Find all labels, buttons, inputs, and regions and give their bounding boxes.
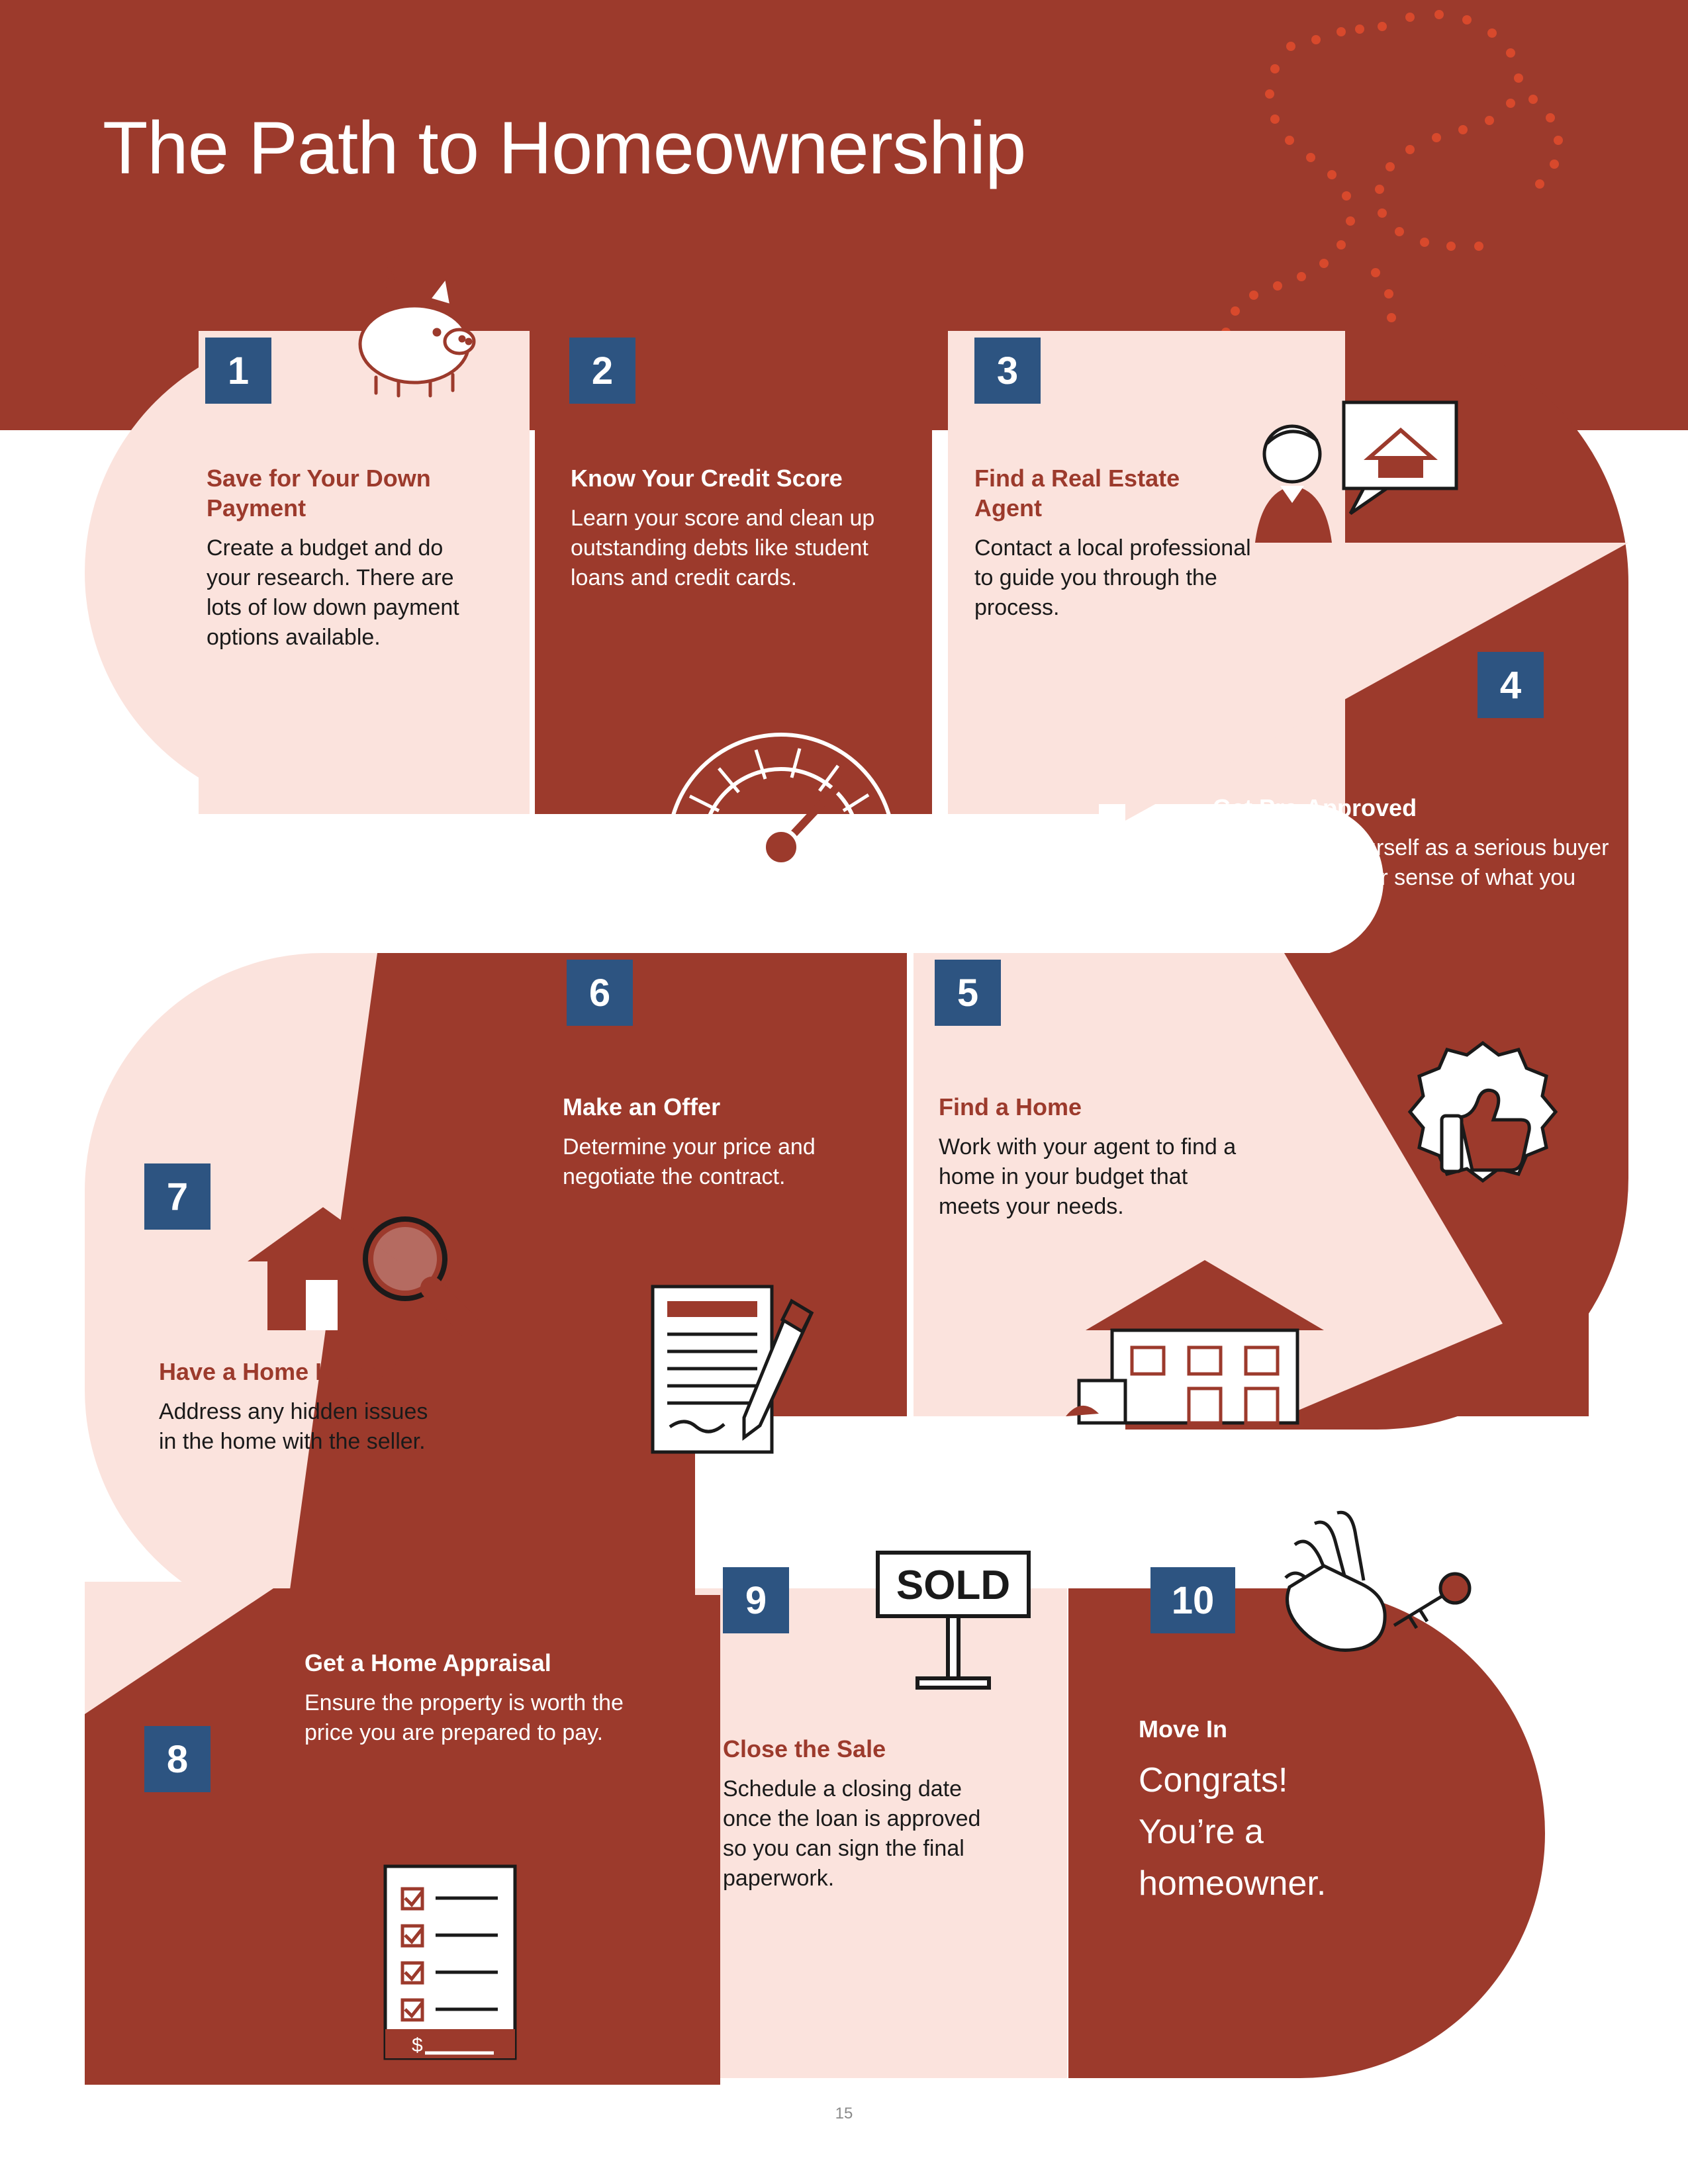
credit-gauge-icon [655,731,907,870]
house-icon [1066,1251,1344,1436]
sold-sign-label: SOLD [896,1563,1011,1608]
step-body-2: Learn your score and clean up outstanding debts like student loans and credit cards. [571,506,875,590]
step-body-5: Work with your agent to find a home in your budget that meets your needs. [939,1134,1237,1219]
step-body-10-line1: Congrats! [1139,1761,1288,1799]
step-text-4 [1213,793,1610,923]
step-text-3 [974,463,1252,623]
step-number-7: 7 [144,1163,211,1230]
step-title-2: Know Your Credit Score [571,465,843,492]
step-number-4: 4 [1477,652,1544,718]
step-text-6 [563,1092,847,1192]
step-number-6: 6 [567,960,633,1026]
step-title-5: Find a Home [939,1093,1082,1120]
step-text-10 [1139,1714,1470,1909]
hand-keys-icon [1278,1509,1489,1688]
appraisal-dollar-label: $ [412,2034,423,2056]
step-title-8: Get a Home Appraisal [305,1649,551,1676]
step-number-2: 2 [569,338,635,404]
page-title: The Path to Homeownership [103,107,1026,189]
step-text-8 [305,1648,635,1748]
agent-icon [1251,397,1463,609]
step-number-8: 8 [144,1726,211,1792]
thumbs-up-icon [1397,1039,1569,1211]
house-magnifier-icon [245,1198,496,1363]
piggy-bank-icon [330,251,502,404]
step-body-4: Differentiate yourself as a serious buyer and have a better sense of what you can afford. [1213,835,1609,920]
step-title-7: Have a Home Inspection [159,1358,435,1385]
page-number: 15 [835,2105,853,2122]
step-body-8: Ensure the property is worth the price you are prepared to pay. [305,1690,624,1745]
step-body-9: Schedule a closing date once the loan is approved so you can sign the final paperwork. [723,1776,981,1891]
contract-pen-icon [635,1277,834,1476]
step-body-3: Contact a local professional to guide you through the process. [974,535,1251,620]
step-title-10: Move In [1139,1715,1228,1743]
step-number-5: 5 [935,960,1001,1026]
step-number-10: 10 [1150,1567,1235,1633]
sold-sign-icon [861,1549,1046,1694]
step-number-1: 1 [205,338,271,404]
step-title-4: Get Pre-Approved [1213,794,1417,821]
step-text-2 [571,463,915,593]
step-body-10-line3: homeowner. [1139,1864,1327,1903]
step-body-10-line2: You’re a [1139,1813,1264,1851]
step-title-9: Close the Sale [723,1735,886,1762]
appraisal-checklist-icon [377,1860,523,2065]
step-text-5 [939,1092,1250,1222]
step-number-9: 9 [723,1567,789,1633]
step-text-9 [723,1734,1008,1893]
step-title-3: Find a Real Estate Agent [974,465,1180,522]
step-body-6: Determine your price and negotiate the contract. [563,1134,816,1189]
step-text-1 [207,463,491,653]
step-text-7 [159,1357,444,1457]
step-title-6: Make an Offer [563,1093,721,1120]
svg-text:$: $ [384,261,397,286]
step-body-1: Create a budget and do your research. There are lots of low down payment options available. [207,535,459,650]
step-body-7: Address any hidden issues in the home with the seller. [159,1399,428,1454]
step-title-1: Save for Your Down Payment [207,465,431,522]
step-number-3: 3 [974,338,1041,404]
